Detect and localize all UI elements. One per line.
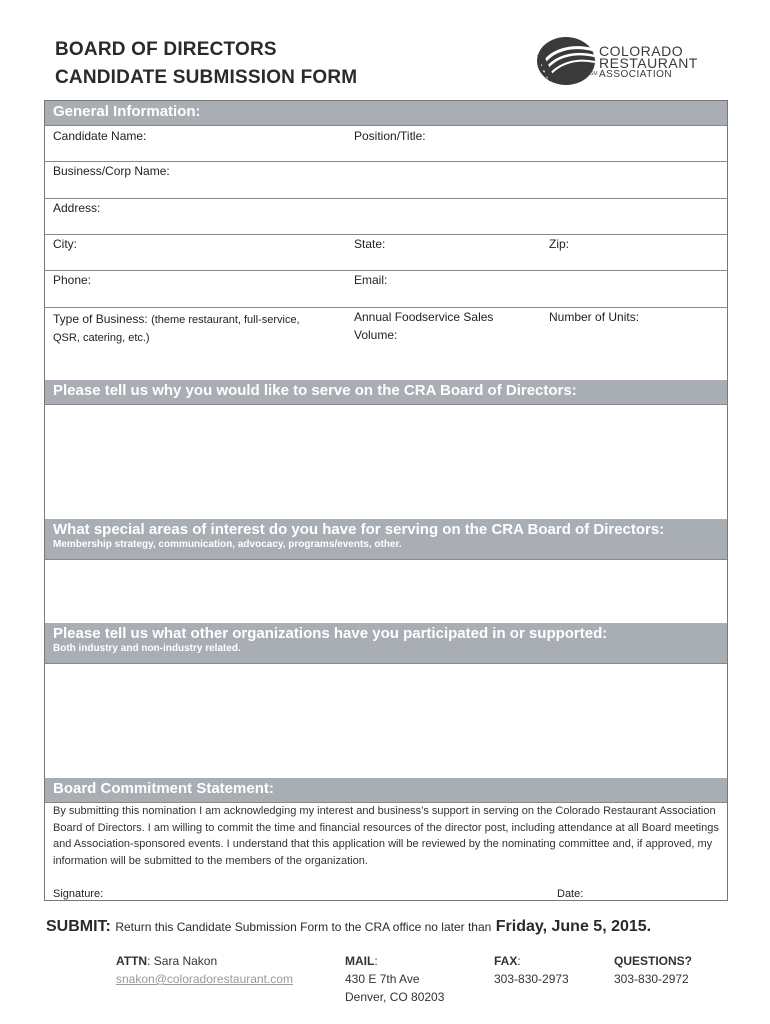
mail-label: MAIL [345, 954, 375, 968]
position-title-field[interactable]: Position/Title: [354, 129, 426, 143]
organizations-header [45, 623, 727, 663]
organizations-heading: Please tell us what other organizations have you participated in or supported: [53, 625, 608, 642]
fax-colon: : [517, 954, 521, 968]
organizations-subheading: Both industry and non-industry related. [53, 643, 241, 654]
address-field[interactable]: Address: [53, 201, 101, 215]
divider [45, 234, 727, 235]
title-line-1: BOARD OF DIRECTORS [55, 39, 277, 60]
mail-address-line-1: 430 E 7th Ave [345, 972, 420, 986]
business-type-label: Type of Business: [53, 312, 148, 326]
submit-instructions [46, 918, 651, 936]
signature-field[interactable]: Signature: [53, 888, 104, 900]
business-type-hint-2-text: QSR, catering, etc.) [53, 332, 150, 344]
general-info-header [45, 101, 727, 125]
interests-heading: What special areas of interest do you have for serving on the CRA Board of Directors: [53, 521, 665, 538]
general-info-heading: General Information: [53, 103, 201, 120]
zip-field[interactable]: Zip: [549, 237, 570, 251]
mail-address-line-2: Denver, CO 80203 [345, 990, 445, 1004]
why-serve-header [45, 380, 727, 404]
interests-header [45, 519, 727, 559]
logo-line-2: RESTAURANT [599, 55, 698, 71]
business-type-hint-2 [53, 328, 150, 347]
contact-attn [116, 952, 293, 988]
commitment-statement: By submitting this nomination I am acknowledging my interest and business’s support in serving on the Colorado Restaurant Association Board of Directors. I am willing to commit the time and financial resources of the director post, including attendance at all Board meetings and Association-sponsored events. I understand that this application will be reviewed by the nominating committee and, if approved, my information will be submitted to the members of the organization. [53, 805, 719, 867]
logo-line-3: ASSOCIATION [599, 69, 673, 80]
why-serve-answer-area[interactable] [45, 405, 727, 519]
business-type-field[interactable] [53, 310, 300, 329]
city-field[interactable]: City: [53, 237, 77, 251]
units-field[interactable]: Number of Units: [549, 310, 640, 324]
submit-deadline: Friday, June 5, 2015 [495, 918, 647, 935]
logo-line-1: COLORADO [599, 43, 684, 59]
divider [45, 198, 727, 199]
commitment-header [45, 778, 727, 802]
contact-fax [494, 952, 569, 988]
form-title [55, 36, 357, 92]
contact-mail [345, 952, 444, 1006]
candidate-name-field[interactable]: Candidate Name: [53, 129, 147, 143]
sales-volume-label-2: Volume: [354, 328, 398, 342]
phone-field[interactable]: Phone: [53, 273, 92, 287]
logo-service-mark: SM [590, 71, 598, 77]
logo-wordmark [599, 45, 698, 81]
interests-answer-area[interactable] [45, 560, 727, 623]
attn-label: ATTN [116, 954, 148, 968]
business-name-field[interactable]: Business/Corp Name: [53, 164, 170, 178]
date-field[interactable]: Date: [557, 888, 584, 900]
title-line-2: CANDIDATE SUBMISSION FORM [55, 67, 358, 88]
cra-swoosh-logo-icon [536, 36, 598, 86]
sales-volume-field[interactable]: Annual Foodservice Sales [354, 310, 494, 324]
mail-colon: : [374, 954, 378, 968]
why-serve-heading: Please tell us why you would like to serve on the CRA Board of Directors: [53, 382, 577, 399]
email-field[interactable]: Email: [354, 273, 388, 287]
submit-text: Return this Candidate Submission Form to the CRA office no later than [115, 920, 492, 934]
questions-label: QUESTIONS? [614, 954, 693, 968]
contact-questions [614, 952, 692, 988]
attn-email-link[interactable]: snakon@coloradorestaurant.com [116, 972, 293, 986]
divider [45, 125, 727, 126]
submit-period: . [646, 918, 652, 935]
fax-number: 303-830-2973 [494, 972, 569, 986]
fax-label: FAX [494, 954, 518, 968]
cra-logo [536, 36, 736, 86]
state-field[interactable]: State: [354, 237, 386, 251]
business-type-hint: (theme restaurant, full-service, [151, 314, 300, 326]
interests-subheading: Membership strategy, communication, advocacy, programs/events, other. [53, 539, 402, 550]
submit-label: SUBMIT: [46, 918, 111, 935]
attn-name: : Sara Nakon [147, 954, 218, 968]
commitment-heading: Board Commitment Statement: [53, 780, 274, 797]
candidate-form [44, 100, 728, 901]
questions-number: 303-830-2972 [614, 972, 689, 986]
organizations-answer-area[interactable] [45, 664, 727, 778]
